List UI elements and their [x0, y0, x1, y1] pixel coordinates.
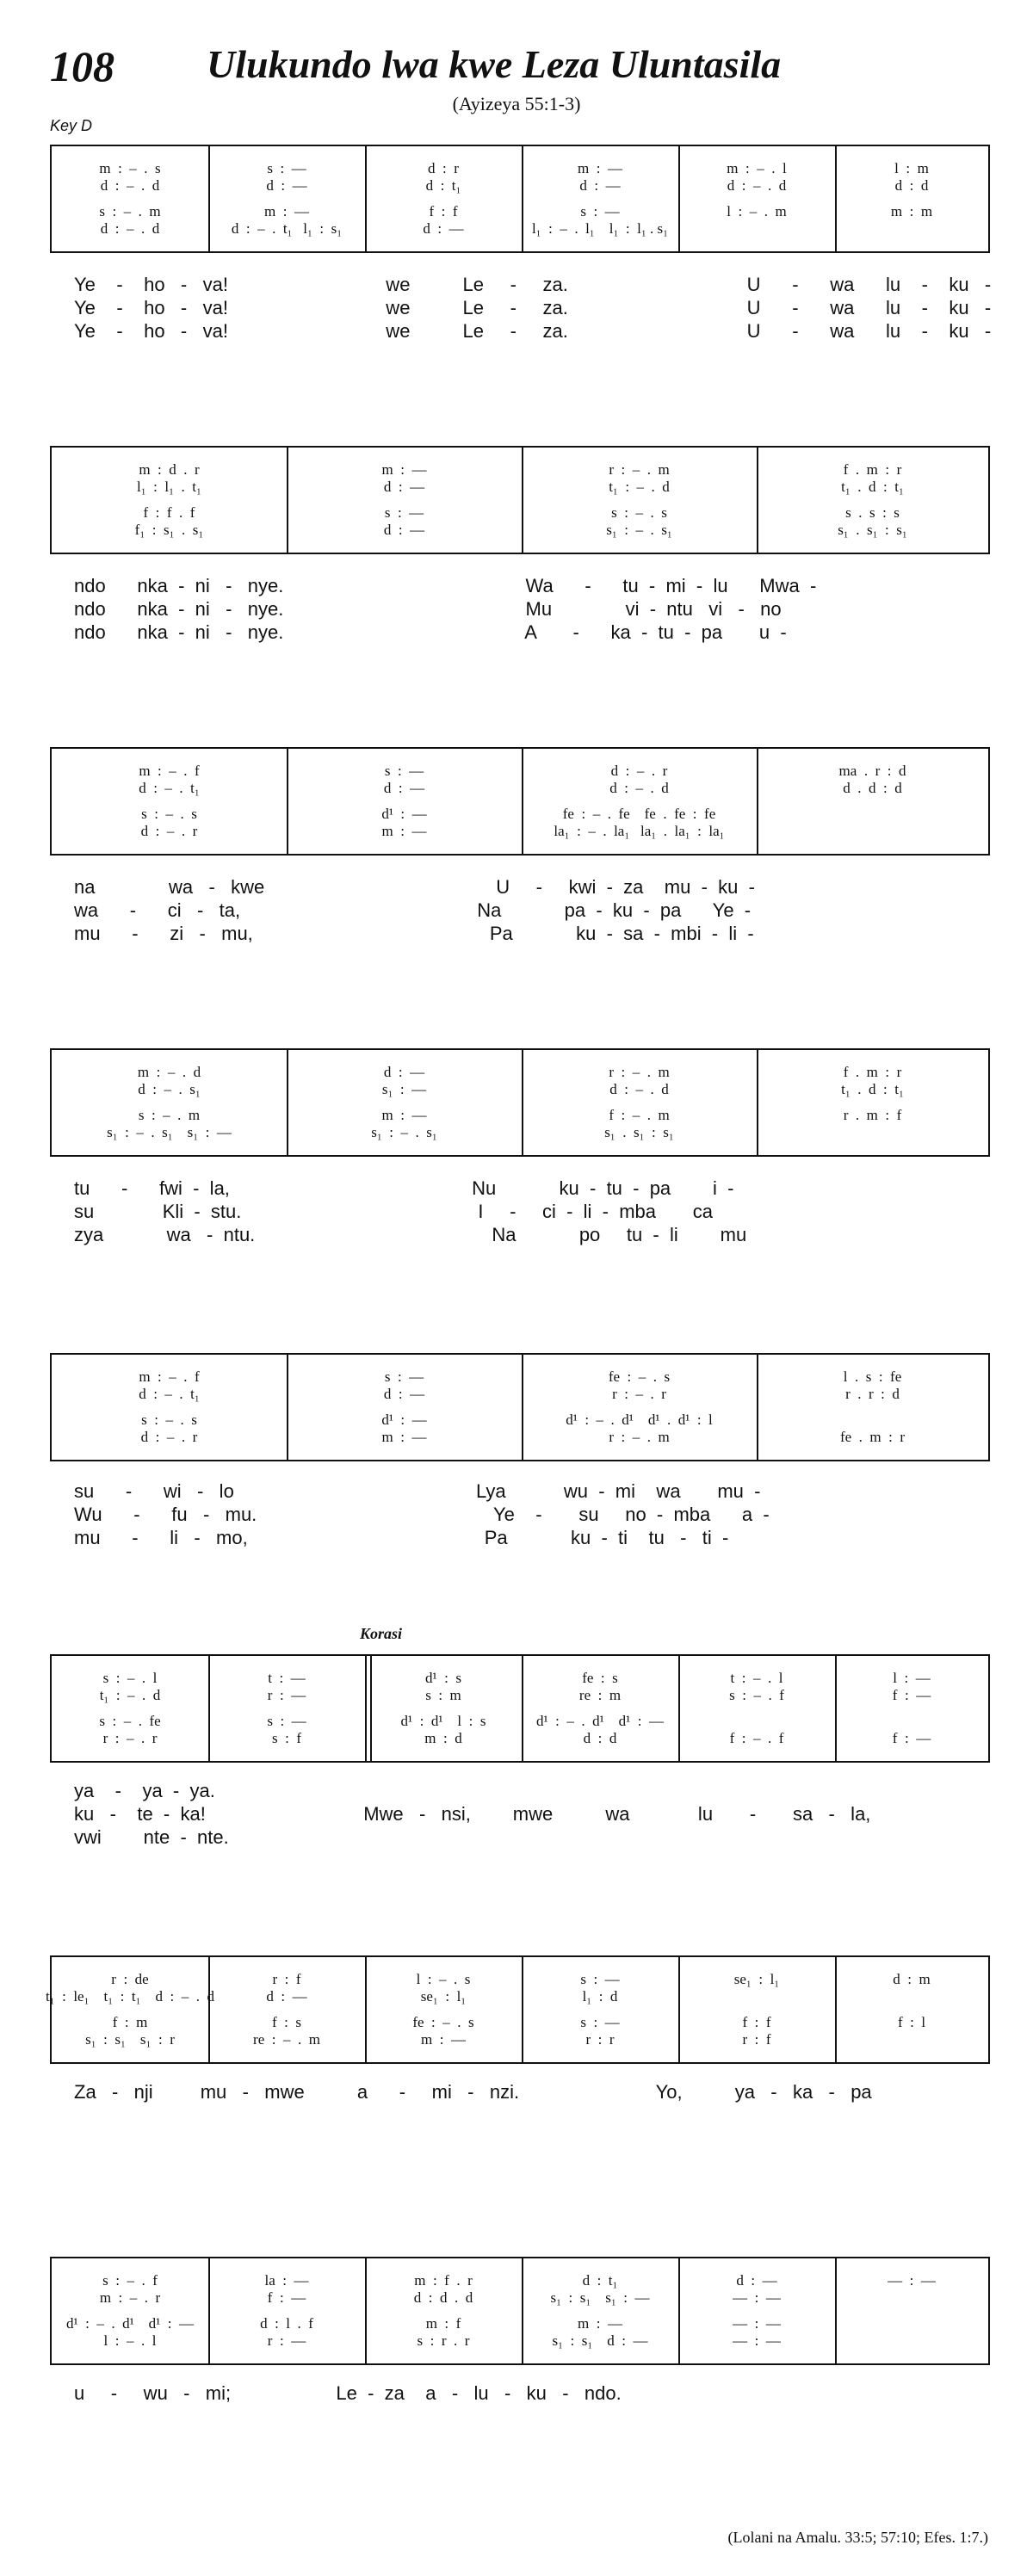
solfa-notes: s₁ : s₁ d : — [552, 2332, 648, 2349]
barline [208, 1656, 210, 1761]
lyric-line: mu - zi - mu, Pa ku - sa - mbi - li - [74, 923, 754, 944]
solfa-notes: l₁ : – . l₁ l₁ : l₁ . s₁ [531, 220, 669, 237]
hymn-number: 108 [50, 42, 114, 90]
solfa-notes: r : – . r [102, 1730, 158, 1746]
solfa-notes: d : – . t₁ [139, 780, 200, 796]
solfa-notes: d : – . d [100, 220, 160, 237]
solfa-notes: f : f [742, 2014, 771, 2030]
solfa-notes: d¹ : – . d¹ d¹ : — [66, 2315, 194, 2332]
solfa-notes: s : — [384, 763, 424, 779]
lyric-line: ya - ya - ya. [74, 1780, 215, 1801]
barline [365, 1656, 367, 1761]
solfa-notes: — : — [733, 2332, 781, 2349]
barline [757, 1355, 758, 1460]
solfa-notes: d¹ : d¹ l : s [400, 1713, 486, 1729]
lyric-line: ndo nka - ni - nye. A - ka - tu - pa u - [74, 621, 787, 643]
lyric-line: Za - nji mu - mwe a - mi - nzi. Yo, ya - ka - pa [74, 2081, 872, 2103]
solfa-notes: t₁ : le₁ t₁ : t₁ d : – . d [45, 1988, 215, 2005]
barline [287, 749, 288, 854]
solfa-notes: d : d . d [413, 2289, 473, 2306]
solfa-notes: f : f [429, 203, 458, 219]
solfa-notes: fe : – . s [608, 1368, 671, 1385]
solfa-notes: fe : – . fe fe . fe : fe [562, 806, 716, 822]
solfa-notes: m : — [421, 2031, 466, 2048]
solfa-notes: m : – . d [137, 1064, 201, 1080]
solfa-notes: — : — [733, 2289, 781, 2306]
solfa-notes: r : — [267, 2332, 306, 2349]
solfa-notes: s : — [580, 203, 620, 219]
solfa-notes: s : — [580, 1971, 620, 1987]
lyric-line: wa - ci - ta, Na pa - ku - pa Ye - [74, 899, 752, 921]
solfa-notes: r : – . m [609, 1064, 670, 1080]
solfa-notes: f : – . f [729, 1730, 784, 1746]
solfa-notes: f : – . m [609, 1107, 670, 1123]
solfa-notes: fe : s [582, 1670, 618, 1686]
solfa-notes: s₁ . s₁ : s₁ [604, 1124, 674, 1140]
solfa-notes: s : – . s [141, 806, 197, 822]
solfa-notes: f . m : r [843, 1064, 902, 1080]
solfa-notes: fe . m : r [839, 1429, 906, 1445]
solfa-notes: r : – . m [609, 1429, 670, 1445]
solfa-notes: m : — [381, 461, 427, 478]
solfa-notes: m : — [578, 160, 622, 176]
solfa-notes: f : m [112, 2014, 148, 2030]
lyric-line: vwi nte - nte. [74, 1826, 229, 1848]
solfa-notes: s : – . m [138, 1107, 201, 1123]
barline [522, 749, 523, 854]
solfa-notes: d : — [423, 220, 464, 237]
solfa-notes: d : — [579, 177, 621, 194]
lyric-line: Ye - ho - va! we Le - za. U - wa lu - ku - [74, 320, 992, 342]
lyric-line: zya wa - ntu. Na po tu - li mu [74, 1224, 747, 1245]
solfa-notes: la : — [264, 2272, 309, 2289]
solfa-notes: s₁ : – . s₁ [371, 1124, 437, 1140]
solfa-notes: se₁ : l₁ [733, 1971, 780, 1987]
barline [287, 1050, 288, 1155]
barline [522, 1050, 523, 1155]
solfa-notes: t₁ . d : t₁ [841, 1081, 904, 1097]
solfa-notes: — : — [888, 2272, 936, 2289]
solfa-notes: s : – . s [611, 504, 667, 521]
lyric-line: Wu - fu - mu. Ye - su no - mba a - [74, 1504, 770, 1525]
barline [522, 1656, 523, 1761]
solfa-notes: d : — [383, 1064, 425, 1080]
solfa-notes: d¹ : – . d¹ d¹ . d¹ : l [566, 1412, 713, 1428]
solfa-notes: d¹ : — [381, 806, 427, 822]
solfa-notes: s : – . l [102, 1670, 158, 1686]
solfa-notes: r : f [742, 2031, 771, 2048]
solfa-notes: f : l [897, 2014, 926, 2030]
solfa-notes: m : f [425, 2315, 461, 2332]
solfa-notes: s : r . r [417, 2332, 470, 2349]
solfa-notes: d : – . d [100, 177, 160, 194]
solfa-notes: m : d . r [139, 461, 200, 478]
barline [208, 2258, 210, 2363]
staff-system-4 [50, 1048, 990, 1157]
barline [757, 448, 758, 553]
key-signature: Key D [50, 117, 93, 134]
solfa-notes: d : t₁ [425, 177, 461, 194]
solfa-notes: — : — [733, 2315, 781, 2332]
barline [522, 146, 523, 251]
solfa-notes: s : — [580, 2014, 620, 2030]
solfa-notes: r : f [272, 1971, 301, 1987]
solfa-notes: l₁ : l₁ . t₁ [137, 479, 201, 495]
lyric-line: na wa - kwe U - kwi - za mu - ku - [74, 876, 755, 898]
solfa-notes: s₁ : — [381, 1081, 427, 1097]
solfa-notes: d : — [266, 1988, 307, 2005]
solfa-notes: t₁ : – . d [99, 1687, 161, 1703]
lyric-line: su - wi - lo Lya wu - mi wa mu - [74, 1480, 761, 1502]
staff-system-2 [50, 446, 990, 554]
solfa-notes: d . d : d [843, 780, 902, 796]
solfa-notes: m : m [890, 203, 933, 219]
solfa-notes: s₁ : – . s₁ [606, 522, 672, 538]
footer-references: (Lolani na Amalu. 33:5; 57:10; Efes. 1:7.) [727, 2529, 988, 2546]
solfa-notes: se₁ : l₁ [420, 1988, 467, 2005]
solfa-notes: s : – . s [141, 1412, 197, 1428]
staff-system-6 [50, 1654, 990, 1763]
solfa-notes: d : – . t₁ l₁ : s₁ [231, 220, 343, 237]
solfa-notes: m : — [381, 823, 427, 839]
solfa-notes: d : d [894, 177, 929, 194]
solfa-notes: m : — [578, 2315, 622, 2332]
solfa-notes: m : – . f [139, 1368, 200, 1385]
scripture-reference: (Ayizeya 55:1-3) [452, 93, 581, 114]
solfa-notes: d : — [736, 2272, 777, 2289]
solfa-notes: d : – . r [140, 823, 198, 839]
solfa-notes: m : – . s [99, 160, 161, 176]
solfa-notes: d : – . t₁ [139, 1386, 200, 1402]
solfa-notes: m : – . r [99, 2289, 161, 2306]
solfa-notes: f : s [272, 2014, 301, 2030]
solfa-notes: f : — [892, 1687, 931, 1703]
solfa-notes: f₁ : s₁ . s₁ [134, 522, 204, 538]
solfa-notes: d¹ : s [425, 1670, 461, 1686]
solfa-notes: s : — [267, 1713, 306, 1729]
solfa-notes: t : — [268, 1670, 306, 1686]
barline [835, 1656, 837, 1761]
lyric-line: su Kli - stu. I - ci - li - mba ca [74, 1201, 714, 1222]
hymn-title: Ulukundo lwa kwe Leza Uluntasila [207, 42, 782, 86]
barline [287, 1355, 288, 1460]
barline [365, 2258, 367, 2363]
solfa-notes: re : – . m [253, 2031, 320, 2048]
lyric-line: Ye - ho - va! we Le - za. U - wa lu - ku - [74, 297, 992, 318]
solfa-notes: r : de [111, 1971, 149, 1987]
staff-system-3 [50, 747, 990, 856]
solfa-notes: l : – . l [103, 2332, 157, 2349]
solfa-notes: d : — [383, 522, 425, 538]
barline [208, 1957, 210, 2062]
staff-system-5 [50, 1353, 990, 1461]
barline [757, 749, 758, 854]
solfa-notes: d : l . f [260, 2315, 313, 2332]
solfa-notes: d¹ : – . d¹ d¹ : — [536, 1713, 664, 1729]
solfa-notes: l : m [894, 160, 929, 176]
solfa-notes: r : – . r [612, 1386, 666, 1402]
barline [522, 2258, 523, 2363]
solfa-notes: d : d [583, 1730, 617, 1746]
solfa-notes: s₁ : s₁ s₁ : — [550, 2289, 650, 2306]
solfa-notes: f : — [892, 1730, 931, 1746]
barline [678, 1957, 680, 2062]
barline [208, 146, 210, 251]
solfa-notes: d : – . s₁ [138, 1081, 201, 1097]
solfa-notes: l : – . m [727, 203, 787, 219]
solfa-notes: d : — [383, 1386, 425, 1402]
barline [522, 1355, 523, 1460]
solfa-notes: s : – . fe [99, 1713, 161, 1729]
solfa-notes: f : — [267, 2289, 306, 2306]
lyric-line: ku - te - ka! Mwe - nsi, mwe wa lu - sa - la, [74, 1803, 871, 1825]
solfa-notes: r . r : d [845, 1386, 900, 1402]
solfa-notes: f . m : r [843, 461, 902, 478]
barline [522, 448, 523, 553]
solfa-notes: r : – . m [609, 461, 670, 478]
solfa-notes: l : – . s [416, 1971, 471, 1987]
barline [365, 1957, 367, 2062]
lyric-line: ndo nka - ni - nye. Mu vi - ntu vi - no [74, 598, 782, 620]
chorus-label: Korasi [360, 1625, 403, 1642]
solfa-notes: s : f [272, 1730, 301, 1746]
solfa-notes: l . s : fe [843, 1368, 902, 1385]
lyric-line: u - wu - mi; Le - za a - lu - ku - ndo. [74, 2382, 622, 2404]
solfa-notes: s : – . m [99, 203, 161, 219]
solfa-notes: d : t₁ [582, 2272, 618, 2289]
solfa-notes: t : – . l [730, 1670, 783, 1686]
lyric-line: ndo nka - ni - nye. Wa - tu - mi - lu Mwa - [74, 575, 817, 596]
solfa-notes: s . s : s [845, 504, 900, 521]
barline [678, 1656, 680, 1761]
barline [835, 2258, 837, 2363]
staff-system-7 [45, 1955, 990, 2064]
solfa-notes: m : — [381, 1429, 427, 1445]
solfa-notes: r . m : f [843, 1107, 902, 1123]
solfa-notes: d : – . d [727, 177, 787, 194]
solfa-notes: r : — [267, 1687, 306, 1703]
solfa-notes: d : — [383, 479, 425, 495]
staff-system-8 [50, 2257, 990, 2365]
solfa-notes: d : – . r [610, 763, 668, 779]
barline [365, 146, 367, 251]
lyric-line: tu - fwi - la, Nu ku - tu - pa i - [74, 1177, 734, 1199]
solfa-notes: s₁ . s₁ : s₁ [838, 522, 907, 538]
solfa-notes: ma . r : d [838, 763, 906, 779]
barline [835, 146, 837, 251]
barline [678, 2258, 680, 2363]
solfa-notes: s : m [425, 1687, 461, 1703]
solfa-notes: t₁ : – . d [609, 479, 670, 495]
solfa-notes: la₁ : – . la₁ la₁ . la₁ : la₁ [554, 823, 725, 839]
solfa-notes: s : — [384, 1368, 424, 1385]
barline [287, 448, 288, 553]
solfa-notes: f : f . f [143, 504, 195, 521]
solfa-notes: m : d [424, 1730, 462, 1746]
lyric-line: mu - li - mo, Pa ku - ti tu - ti - [74, 1527, 729, 1548]
solfa-notes: fe : – . s [412, 2014, 474, 2030]
solfa-notes: m : – . l [727, 160, 787, 176]
barline [757, 1050, 758, 1155]
barline [835, 1957, 837, 2062]
solfa-notes: d : r [428, 160, 459, 176]
solfa-notes: t₁ . d : t₁ [841, 479, 904, 495]
solfa-notes: r : r [585, 2031, 615, 2048]
solfa-notes: d : — [266, 177, 307, 194]
solfa-notes: s₁ : – . s₁ s₁ : — [107, 1124, 232, 1140]
solfa-notes: s : — [267, 160, 306, 176]
solfa-notes: d¹ : — [381, 1412, 427, 1428]
solfa-notes: s : – . f [102, 2272, 158, 2289]
barline [678, 146, 680, 251]
solfa-notes: l₁ : d [582, 1988, 618, 2005]
solfa-notes: m : — [264, 203, 309, 219]
solfa-notes: m : — [381, 1107, 427, 1123]
solfa-notes: d : m [893, 1971, 931, 1987]
lyric-line: Ye - ho - va! we Le - za. U - wa lu - ku - [74, 274, 992, 295]
barline [522, 1957, 523, 2062]
solfa-notes: d : – . r [140, 1429, 198, 1445]
solfa-notes: d : — [383, 780, 425, 796]
solfa-notes: d : – . d [609, 780, 669, 796]
solfa-notes: d : – . d [609, 1081, 669, 1097]
solfa-notes: s : – . f [729, 1687, 784, 1703]
staff-system-1 [50, 145, 990, 253]
solfa-notes: m : f . r [414, 2272, 473, 2289]
solfa-notes: s : — [384, 504, 424, 521]
solfa-notes: s₁ : s₁ s₁ : r [85, 2031, 175, 2048]
solfa-notes: re : m [578, 1687, 622, 1703]
solfa-notes: l : — [893, 1670, 931, 1686]
solfa-notes: m : – . f [139, 763, 200, 779]
